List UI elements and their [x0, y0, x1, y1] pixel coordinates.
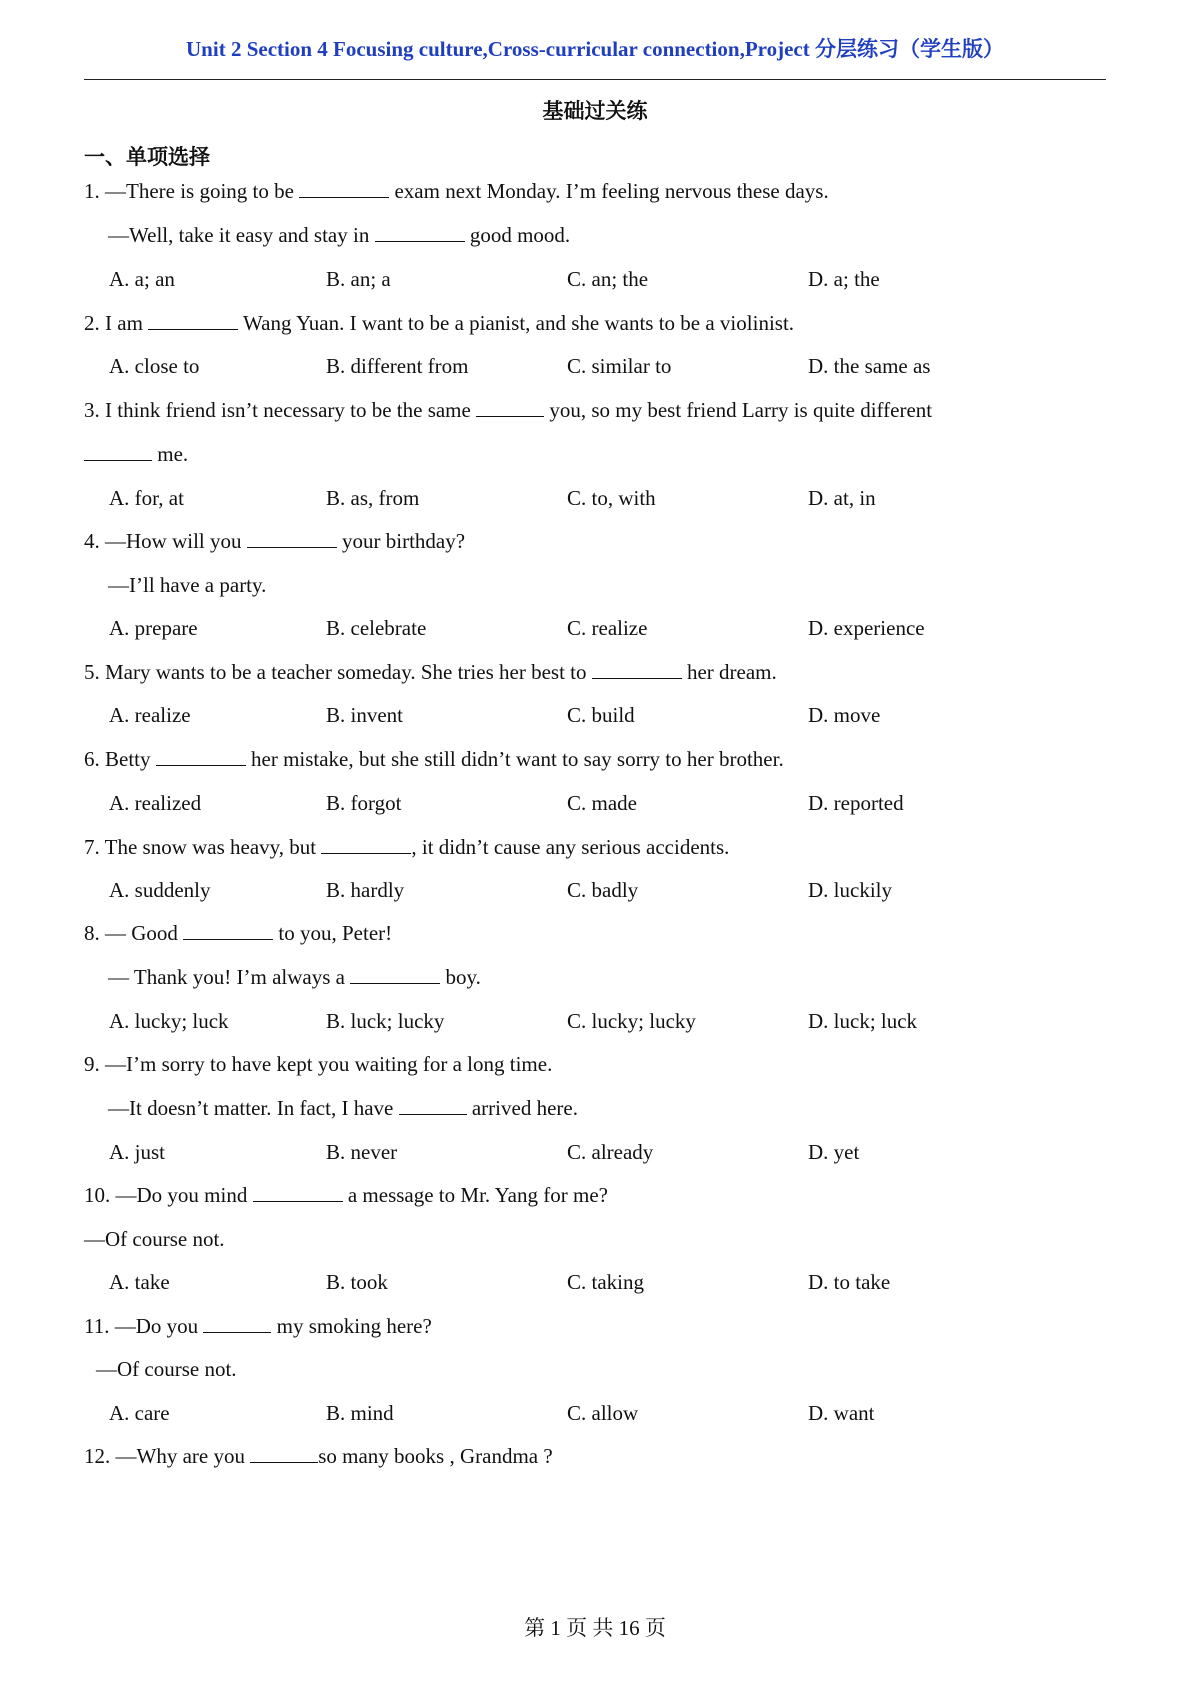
question-8-line-2 — [108, 964, 481, 990]
option-a[interactable]: A. a; an — [109, 267, 175, 291]
question-10-options — [109, 1269, 1009, 1295]
option-d[interactable]: D. the same as — [808, 354, 931, 378]
answer-blank[interactable] — [399, 1096, 467, 1115]
option-b[interactable]: B. hardly — [326, 878, 405, 902]
option-c[interactable]: C. made — [567, 791, 637, 815]
question-text: to you, Peter! — [273, 921, 393, 945]
question-text: 5. Mary wants to be a teacher someday. She tries her best to — [84, 660, 592, 684]
question-text: —Of course not. — [84, 1227, 225, 1251]
document-header: Unit 2 Section 4 Focusing culture,Cross-curricular connection,Project 分层练习（学生版） — [186, 37, 1004, 61]
question-9-line-2 — [108, 1095, 578, 1121]
answer-blank[interactable] — [375, 223, 465, 242]
option-a[interactable]: A. realized — [109, 791, 202, 815]
answer-blank[interactable] — [84, 442, 152, 461]
question-9-options — [109, 1139, 1009, 1165]
header-divider — [84, 79, 1106, 80]
answer-blank[interactable] — [156, 747, 246, 766]
answer-blank[interactable] — [250, 1444, 318, 1463]
question-1-line-2 — [108, 222, 570, 248]
option-d[interactable]: D. luckily — [808, 878, 892, 902]
question-5-line-1 — [84, 659, 777, 685]
section-heading: 一、单项选择 — [84, 145, 210, 169]
question-3-line-2 — [84, 441, 188, 467]
question-text: —It doesn’t matter. In fact, I have — [108, 1096, 399, 1120]
option-d[interactable]: D. want — [808, 1401, 875, 1425]
option-b[interactable]: B. invent — [326, 703, 403, 727]
question-3-line-1 — [84, 397, 932, 423]
question-text: her mistake, but she still didn’t want to say sorry to her brother. — [245, 747, 784, 771]
question-text: arrived here. — [466, 1096, 578, 1120]
answer-blank[interactable] — [350, 965, 440, 984]
question-text: 9. —I’m sorry to have kept you waiting for a long time. — [84, 1052, 553, 1076]
option-a[interactable]: A. close to — [109, 354, 200, 378]
option-c[interactable]: C. allow — [567, 1401, 639, 1425]
question-11-line-1 — [84, 1313, 432, 1339]
question-text: your birthday? — [336, 529, 466, 553]
option-a[interactable]: A. care — [109, 1401, 170, 1425]
option-c[interactable]: C. already — [567, 1140, 654, 1164]
answer-blank[interactable] — [321, 835, 411, 854]
option-b[interactable]: B. as, from — [326, 486, 420, 510]
answer-blank[interactable] — [476, 398, 544, 417]
option-a[interactable]: A. take — [109, 1270, 170, 1294]
answer-blank[interactable] — [592, 660, 682, 679]
question-3-options — [109, 485, 1009, 511]
question-text: Wang Yuan. I want to be a pianist, and she wants to be a violinist. — [238, 311, 795, 335]
answer-blank[interactable] — [183, 921, 273, 940]
option-b[interactable]: B. celebrate — [326, 616, 427, 640]
answer-blank[interactable] — [299, 179, 389, 198]
option-b[interactable]: B. took — [326, 1270, 388, 1294]
option-c[interactable]: C. realize — [567, 616, 648, 640]
question-text: a message to Mr. Yang for me? — [342, 1183, 608, 1207]
option-d[interactable]: D. at, in — [808, 486, 876, 510]
option-b[interactable]: B. never — [326, 1140, 398, 1164]
question-text: my smoking here? — [271, 1314, 432, 1338]
question-text: boy. — [440, 965, 481, 989]
question-text: exam next Monday. I’m feeling nervous these days. — [389, 179, 829, 203]
question-12-line-1 — [84, 1443, 553, 1469]
question-text: you, so my best friend Larry is quite different — [544, 398, 933, 422]
question-text: me. — [152, 442, 189, 466]
question-text: —Well, take it easy and stay in — [108, 223, 375, 247]
answer-blank[interactable] — [247, 529, 337, 548]
question-2-options — [109, 353, 1009, 379]
option-a[interactable]: A. suddenly — [109, 878, 211, 902]
question-8-line-1 — [84, 920, 392, 946]
question-4-line-2 — [108, 572, 266, 598]
option-d[interactable]: D. to take — [808, 1270, 891, 1294]
option-c[interactable]: C. build — [567, 703, 635, 727]
question-text: her dream. — [681, 660, 777, 684]
question-text: good mood. — [464, 223, 571, 247]
question-11-options — [109, 1400, 1009, 1426]
option-d[interactable]: D. luck; luck — [808, 1009, 918, 1033]
question-1-options — [109, 266, 1009, 292]
answer-blank[interactable] — [253, 1183, 343, 1202]
option-d[interactable]: D. yet — [808, 1140, 860, 1164]
option-a[interactable]: A. lucky; luck — [109, 1009, 229, 1033]
question-10-line-2 — [84, 1226, 225, 1252]
option-c[interactable]: C. an; the — [567, 267, 649, 291]
question-6-line-1 — [84, 746, 784, 772]
answer-blank[interactable] — [148, 311, 238, 330]
question-text: 4. —How will you — [84, 529, 247, 553]
question-1-line-1 — [84, 178, 829, 204]
question-11-line-2 — [96, 1356, 237, 1382]
option-a[interactable]: A. prepare — [109, 616, 198, 640]
question-text: 11. —Do you — [84, 1314, 204, 1338]
question-4-options — [109, 615, 1009, 641]
question-text: , it didn’t cause any serious accidents. — [411, 835, 730, 859]
question-text: — Thank you! I’m always a — [108, 965, 351, 989]
question-text: 12. —Why are you — [84, 1444, 251, 1468]
question-10-line-1 — [84, 1182, 608, 1208]
question-2-line-1 — [84, 310, 794, 336]
question-8-options — [109, 1008, 1009, 1034]
question-text: 10. —Do you mind — [84, 1183, 253, 1207]
question-text: so many books , Grandma ? — [318, 1444, 553, 1468]
question-7-line-1 — [84, 834, 729, 860]
option-a[interactable]: A. just — [109, 1140, 166, 1164]
option-d[interactable]: D. move — [808, 703, 881, 727]
option-c[interactable]: C. lucky; lucky — [567, 1009, 696, 1033]
option-a[interactable]: A. for, at — [109, 486, 184, 510]
option-b[interactable]: B. different from — [326, 354, 469, 378]
question-text: 8. — Good — [84, 921, 184, 945]
option-c[interactable]: C. to, with — [567, 486, 656, 510]
option-b[interactable]: B. an; a — [326, 267, 391, 291]
option-d[interactable]: D. a; the — [808, 267, 880, 291]
option-b[interactable]: B. luck; lucky — [326, 1009, 445, 1033]
option-a[interactable]: A. realize — [109, 703, 191, 727]
question-text: 3. I think friend isn’t necessary to be the same — [84, 398, 477, 422]
option-d[interactable]: D. reported — [808, 791, 904, 815]
option-c[interactable]: C. similar to — [567, 354, 672, 378]
option-c[interactable]: C. taking — [567, 1270, 644, 1294]
page-footer: 第 1 页 共 16 页 — [524, 1616, 666, 1640]
question-text: 1. —There is going to be — [84, 179, 300, 203]
question-text: —Of course not. — [96, 1357, 237, 1381]
question-6-options — [109, 790, 1009, 816]
question-9-line-1 — [84, 1051, 552, 1077]
option-b[interactable]: B. mind — [326, 1401, 394, 1425]
page-title: 基础过关练 — [542, 99, 648, 123]
option-b[interactable]: B. forgot — [326, 791, 402, 815]
option-d[interactable]: D. experience — [808, 616, 925, 640]
option-c[interactable]: C. badly — [567, 878, 639, 902]
question-4-line-1 — [84, 528, 465, 554]
question-7-options — [109, 877, 1009, 903]
question-text: —I’ll have a party. — [108, 573, 267, 597]
question-text: 6. Betty — [84, 747, 156, 771]
question-text: 7. The snow was heavy, but — [84, 835, 322, 859]
question-5-options — [109, 702, 1009, 728]
answer-blank[interactable] — [203, 1314, 271, 1333]
question-text: 2. I am — [84, 311, 149, 335]
